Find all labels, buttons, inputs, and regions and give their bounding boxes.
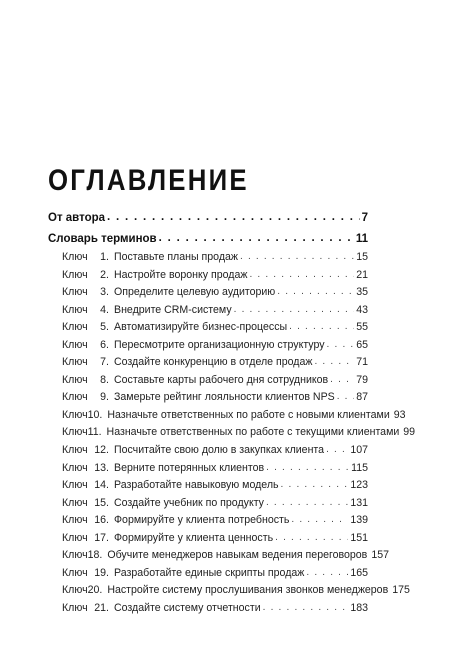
key-page-number: 115: [351, 461, 368, 474]
key-prefix: Ключ: [62, 373, 88, 386]
key-number: 5.: [100, 321, 109, 334]
toc-entry-author: [48, 212, 368, 233]
key-title: Обучите менеджеров навыкам ведения переговоров: [107, 549, 368, 562]
toc-key-entry: [62, 391, 368, 409]
key-title: Настройте воронку продаж: [114, 268, 248, 281]
key-number: 13.: [94, 461, 109, 474]
toc-key-entry: [62, 408, 406, 427]
key-prefix: Ключ: [62, 601, 88, 614]
key-title: Настройте систему прослушивания звонков менеджеров: [107, 584, 389, 597]
key-title: Разработайте единые скрипты продаж: [114, 566, 305, 579]
toc-key-entry: [62, 549, 389, 567]
key-title: Поставьте планы продаж: [114, 251, 238, 263]
toc-key-entry: [62, 426, 416, 444]
key-number: 10.: [87, 408, 103, 421]
key-page-number: 65: [356, 338, 368, 351]
dot-leader: [289, 321, 354, 332]
key-title: Создайте учебник по продукту: [114, 496, 264, 509]
key-page-number: 99: [403, 426, 416, 439]
toc-key-entry: [62, 374, 368, 392]
toc-key-entry: [62, 497, 368, 515]
key-prefix: Ключ: [62, 531, 88, 544]
key-number: 19.: [94, 566, 109, 579]
dot-leader: [234, 304, 355, 315]
key-page-number: 183: [350, 601, 368, 614]
key-prefix: Ключ: [62, 566, 88, 579]
dot-leader: [281, 479, 349, 490]
dot-leader: [240, 251, 354, 262]
key-page-number: 175: [392, 584, 410, 597]
toc-key-entry: [62, 251, 368, 269]
key-number: 12.: [94, 444, 109, 457]
key-title: Автоматизируйте бизнес-процессы: [114, 321, 288, 334]
toc-key-entry: [62, 462, 368, 480]
toc-key-entry: [62, 321, 368, 339]
toc-key-entry: [62, 584, 410, 602]
key-page-number: 15: [356, 251, 368, 263]
key-number: 11.: [87, 426, 102, 439]
toc-top-entries: [48, 212, 368, 254]
key-title: Создайте систему отчетности: [114, 601, 261, 614]
dot-leader: [266, 497, 348, 508]
key-prefix: Ключ: [62, 321, 88, 334]
dot-leader: [107, 211, 360, 223]
key-page-number: 43: [356, 303, 368, 316]
key-prefix: Ключ: [62, 268, 88, 281]
key-title: Пересмотрите организационную структуру: [114, 338, 325, 351]
key-number: 1.: [100, 251, 109, 263]
key-page-number: 21: [356, 268, 368, 281]
key-page-number: 139: [350, 514, 368, 527]
dot-leader: [306, 567, 348, 578]
key-title: Формируйте у клиента потребность: [114, 514, 290, 527]
key-page-number: 55: [356, 321, 368, 334]
key-prefix: Ключ: [62, 549, 88, 562]
dot-leader: [277, 286, 354, 297]
toc-key-entry: [62, 269, 368, 287]
dot-leader: [327, 339, 355, 350]
page-title: ОГЛАВЛЕНИЕ: [48, 164, 249, 197]
dot-leader: [249, 269, 354, 280]
toc-key-entry: [62, 514, 368, 532]
dot-leader: [291, 514, 348, 525]
key-page-number: 71: [356, 356, 368, 369]
key-number: 21.: [94, 601, 109, 614]
toc-entry-page: 11: [355, 233, 368, 245]
dot-leader: [326, 444, 348, 455]
dot-leader: [275, 532, 348, 543]
key-prefix: Ключ: [62, 426, 88, 439]
toc-key-entry: [62, 602, 368, 620]
key-prefix: Ключ: [62, 496, 88, 509]
key-page-number: 157: [371, 549, 389, 562]
key-number: 3.: [100, 286, 109, 299]
key-page-number: 35: [356, 286, 368, 299]
key-prefix: Ключ: [62, 338, 88, 351]
toc-key-entry: [62, 286, 368, 304]
key-number: 4.: [100, 303, 109, 316]
key-number: 18.: [87, 549, 103, 562]
key-number: 20.: [87, 584, 103, 597]
key-prefix: Ключ: [62, 251, 88, 263]
key-title: Внедрите CRM-систему: [114, 303, 232, 316]
key-title: Формируйте у клиента ценность: [114, 531, 274, 544]
key-prefix: Ключ: [62, 391, 88, 404]
key-title: Назначьте ответственных по работе с текущими клиентами: [106, 426, 400, 439]
key-title: Разработайте навыковую модель: [114, 479, 279, 492]
toc-keys-list: [62, 251, 416, 619]
key-title: Определите целевую аудиторию: [114, 286, 276, 299]
key-number: 7.: [100, 356, 109, 369]
key-prefix: Ключ: [62, 479, 88, 492]
dot-leader: [159, 232, 354, 244]
toc-key-entry: [62, 532, 368, 550]
toc-key-entry: [62, 356, 368, 374]
toc-entry-page: 7: [361, 212, 368, 224]
key-prefix: Ключ: [62, 303, 88, 316]
key-page-number: 165: [350, 566, 368, 579]
key-number: 16.: [94, 514, 109, 527]
key-number: 14.: [94, 479, 109, 492]
key-number: 15.: [94, 496, 109, 509]
toc-key-entry: [62, 304, 368, 322]
key-prefix: Ключ: [62, 461, 88, 474]
key-title: Составьте карты рабочего дня сотрудников: [114, 373, 329, 386]
dot-leader: [337, 391, 355, 402]
key-number: 6.: [100, 338, 109, 351]
key-page-number: 87: [356, 391, 368, 404]
dot-leader: [266, 462, 349, 473]
key-prefix: Ключ: [62, 408, 88, 421]
key-number: 9.: [100, 391, 109, 404]
dot-leader: [263, 602, 349, 613]
toc-entry-label: От автора: [48, 212, 106, 224]
key-prefix: Ключ: [62, 356, 88, 369]
key-title: Создайте конкуренцию в отделе продаж: [114, 356, 313, 369]
key-number: 17.: [94, 531, 109, 544]
dot-leader: [314, 356, 354, 367]
toc-key-entry: [62, 567, 368, 585]
key-number: 2.: [100, 268, 109, 281]
key-page-number: 131: [350, 496, 368, 509]
key-prefix: Ключ: [62, 514, 88, 527]
toc-key-entry: [62, 339, 368, 357]
key-page-number: 107: [350, 444, 368, 457]
key-page-number: 151: [350, 531, 368, 544]
key-prefix: Ключ: [62, 584, 88, 597]
key-number: 8.: [100, 373, 109, 386]
toc-entry-label: Словарь терминов: [48, 233, 157, 245]
key-title: Замерьте рейтинг лояльности клиентов NPS: [114, 391, 335, 404]
key-page-number: 79: [356, 373, 368, 386]
key-page-number: 93: [393, 408, 406, 421]
toc-key-entry: [62, 479, 368, 497]
key-title: Назначьте ответственных по работе с новыми клиентами: [107, 408, 390, 421]
key-title: Посчитайте свою долю в закупках клиента: [114, 444, 325, 457]
key-prefix: Ключ: [62, 286, 88, 299]
key-title: Верните потерянных клиентов: [114, 461, 265, 474]
toc-key-entry: [62, 444, 368, 462]
key-page-number: 123: [350, 479, 368, 492]
dot-leader: [330, 374, 354, 385]
key-prefix: Ключ: [62, 444, 88, 457]
